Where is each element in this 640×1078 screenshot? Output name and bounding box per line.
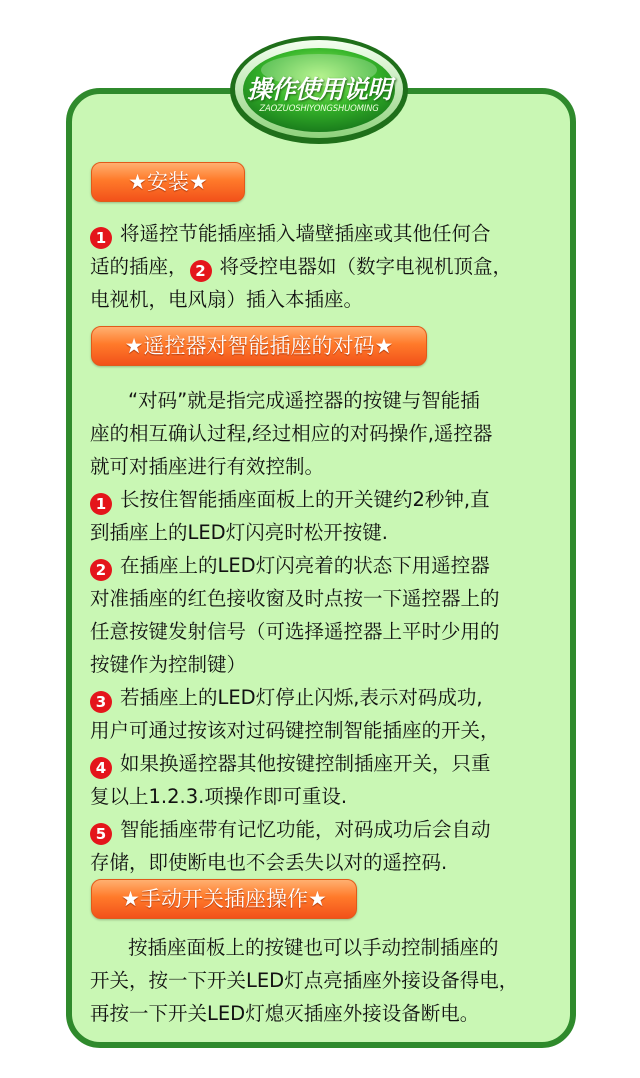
badge-subtitle: ZAOZUOSHIYONGSHUOMING [259, 104, 379, 114]
step-number-badge: 5 [90, 823, 112, 845]
section-heading-pairing: ★遥控器对智能插座的对码★ [91, 326, 427, 366]
section-heading-manual: ★手动开关插座操作★ [91, 879, 357, 919]
install-text: 1 将遥控节能插座插入墙壁插座或其他任何合 适的插座， 2 将受控电器如（数字电视机顶盒， 电视机，电风扇）插入本插座。 [90, 222, 513, 311]
step-number-badge: 3 [90, 691, 112, 713]
step-number-badge: 4 [90, 757, 112, 779]
step-number-badge: 2 [190, 260, 212, 282]
pairing-text: “对码”就是指完成遥控器的按键与智能插 座的相互确认过程,经过相应的对码操作,遥控器 就可对插座进行有效控制。 1 长按住智能插座面板上的开关键约2秒钟,直 到插座上的LED灯闪亮时松开按键. 2 在插座上的LED灯闪亮着的状态下用遥控器 对准插座的红色接收窗及时点按一下遥控器上的 任意按键发射信号（可选择遥控器上平时少用的 按键作为控制键） 3 若插座上的LED灯停止闪烁,表示对码成功, 用户可通过按该对过码键控制智能插座的开关， 4 如果换遥控器其他按键控制插座开关，只重 复以上1.2.3.项操作即可重设. 5 智能插座带有记忆功能，对码成功后会自动 存储，即使断电也不会丢失以对的遥控码. [90, 389, 500, 874]
step-number-badge: 1 [90, 493, 112, 515]
step-number-badge: 1 [90, 227, 112, 249]
section-heading-install: ★安装★ [91, 162, 245, 202]
header-badge [228, 32, 410, 146]
manual-text: 按插座面板上的按键也可以手动控制插座的 开关，按一下开关LED灯点亮插座外接设备得电， 再按一下开关LED灯熄灭插座外接设备断电。 [90, 936, 519, 1025]
step-number-badge: 2 [90, 559, 112, 581]
badge-title: 操作使用说明 [246, 75, 391, 104]
